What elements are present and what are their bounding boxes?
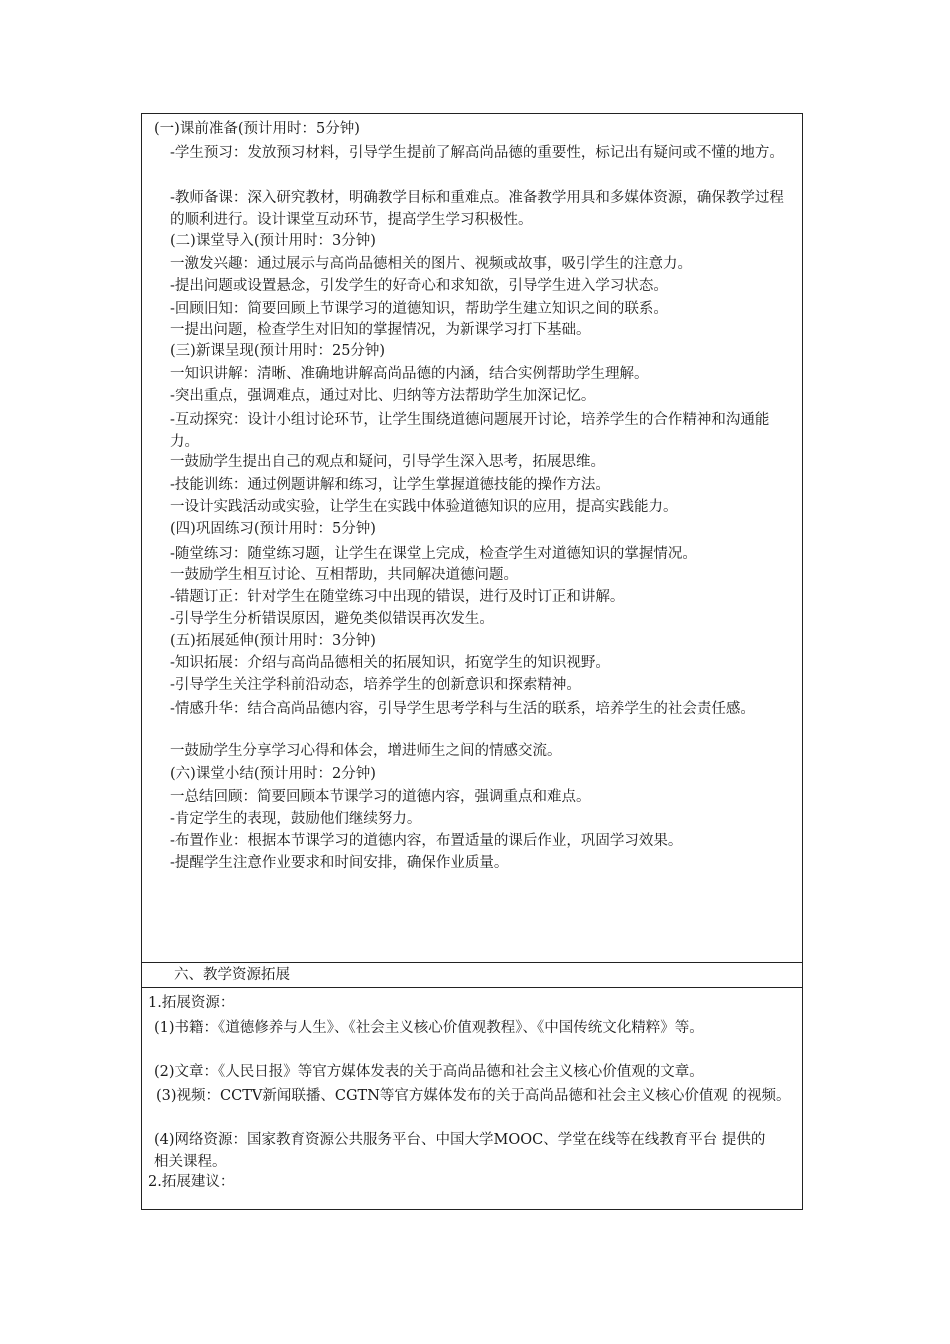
resources-subheading: 1.拓展资源： (148, 995, 235, 1011)
resource-online: (4)网络资源：国家教育资源公共服务平台、中国大学MOOC、学堂在线等在线教育平台 提供的相关课程。 (154, 1132, 766, 1170)
item-analyze-errors: -引导学生分析错误原因，避免类似错误再次发生。 (170, 611, 494, 627)
stage-heading-consolidation: (四)巩固练习(预计用时：5分钟) (170, 521, 376, 537)
resource-books: (1)书籍：《道德修养与人生》、《社会主义核心价值观教程》、《中国传统文化精粹》等。 (154, 1020, 704, 1036)
item-knowledge-extension: -知识拓展：介绍与高尚品德相关的拓展知识，拓宽学生的知识视野。 (170, 655, 610, 671)
resource-videos: (3)视频：CCTV新闻联播、CGTN等官方媒体发布的关于高尚品德和社会主义核心价值观 的视频。 (156, 1088, 791, 1104)
stage-heading-extension: (五)拓展延伸(预计用时：3分钟) (170, 633, 376, 649)
item-check-knowledge: 一提出问题，检查学生对旧知的掌握情况，为新课学习打下基础。 (170, 322, 591, 338)
item-homework-reminder: -提醒学生注意作业要求和时间安排，确保作业质量。 (170, 855, 509, 871)
item-arouse-interest: 一激发兴趣：通过展示与高尚品德相关的图片、视频或故事，吸引学生的注意力。 (170, 256, 692, 272)
item-mutual-discussion: 一鼓励学生相互讨论、互相帮助，共同解决道德问题。 (170, 567, 518, 583)
item-emotional-sublimation: -情感升华：结合高尚品德内容，引导学生思考学科与生活的联系，培养学生的社会责任感。 (170, 701, 755, 717)
item-student-preview: -学生预习：发放预习材料，引导学生提前了解高尚品德的重要性，标记出有疑问或不懂的地方。 (170, 145, 784, 161)
item-class-exercise: -随堂练习：随堂练习题，让学生在课堂上完成，检查学生对道德知识的掌握情况。 (170, 546, 697, 562)
item-error-correction: -错题订正：针对学生在随堂练习中出现的错误，进行及时订正和讲解。 (170, 589, 625, 605)
lesson-plan-table (141, 113, 803, 1210)
item-raise-questions: -提出问题或设置悬念，引发学生的好奇心和求知欲，引导学生进入学习状态。 (170, 278, 668, 294)
item-summary-review: 一总结回顾：简要回顾本节课学习的道德内容，强调重点和难点。 (170, 789, 591, 805)
item-skill-training: -技能训练：通过例题讲解和练习，让学生掌握道德技能的操作方法。 (170, 477, 610, 493)
item-encourage-questions: 一鼓励学生提出自己的观点和疑问，引导学生深入思考，拓展思维。 (170, 454, 605, 470)
item-assign-homework: -布置作业：根据本节课学习的道德内容，布置适量的课后作业，巩固学习效果。 (170, 833, 683, 849)
stage-heading-preparation: (一)课前准备(预计用时：5分钟) (154, 121, 360, 137)
item-affirm-students: -肯定学生的表现，鼓励他们继续努力。 (170, 811, 422, 827)
suggestions-subheading: 2.拓展建议： (148, 1174, 235, 1190)
item-practice-activity: 一设计实践活动或实验，让学生在实践中体验道德知识的应用，提高实践能力。 (170, 499, 678, 515)
teaching-process-cell (142, 114, 802, 962)
section-heading-resources: 六、教学资源拓展 (174, 967, 290, 983)
item-teacher-preparation: -教师备课：深入研究教材，明确教学目标和重难点。准备教学用具和多媒体资源，确保教学过程的顺利进行。设计课堂互动环节，提高学生学习积极性。 (170, 190, 784, 228)
row-divider (142, 987, 802, 988)
resource-articles: (2)文章：《人民日报》等官方媒体发表的关于高尚品德和社会主义核心价值观的文章。 (154, 1064, 704, 1080)
stage-heading-introduction: (二)课堂导入(预计用时：3分钟) (170, 233, 376, 249)
stage-heading-summary: (六)课堂小结(预计用时：2分钟) (170, 766, 376, 782)
item-interactive-inquiry: -互动探究：设计小组讨论环节，让学生围绕道德问题展开讨论，培养学生的合作精神和沟通能力。 (170, 412, 770, 450)
item-knowledge-explanation: 一知识讲解：清晰、准确地讲解高尚品德的内涵，结合实例帮助学生理解。 (170, 366, 649, 382)
item-review: -回顾旧知：简要回顾上节课学习的道德知识，帮助学生建立知识之间的联系。 (170, 301, 668, 317)
section-heading-cell (142, 963, 802, 987)
item-share-experience: 一鼓励学生分享学习心得和体会，增进师生之间的情感交流。 (170, 743, 562, 759)
item-key-points: -突出重点，强调难点，通过对比、归纳等方法帮助学生加深记忆。 (170, 388, 596, 404)
stage-heading-new-lesson: (三)新课呈现(预计用时：25分钟) (170, 343, 386, 359)
item-frontier-attention: -引导学生关注学科前沿动态，培养学生的创新意识和探索精神。 (170, 677, 581, 693)
